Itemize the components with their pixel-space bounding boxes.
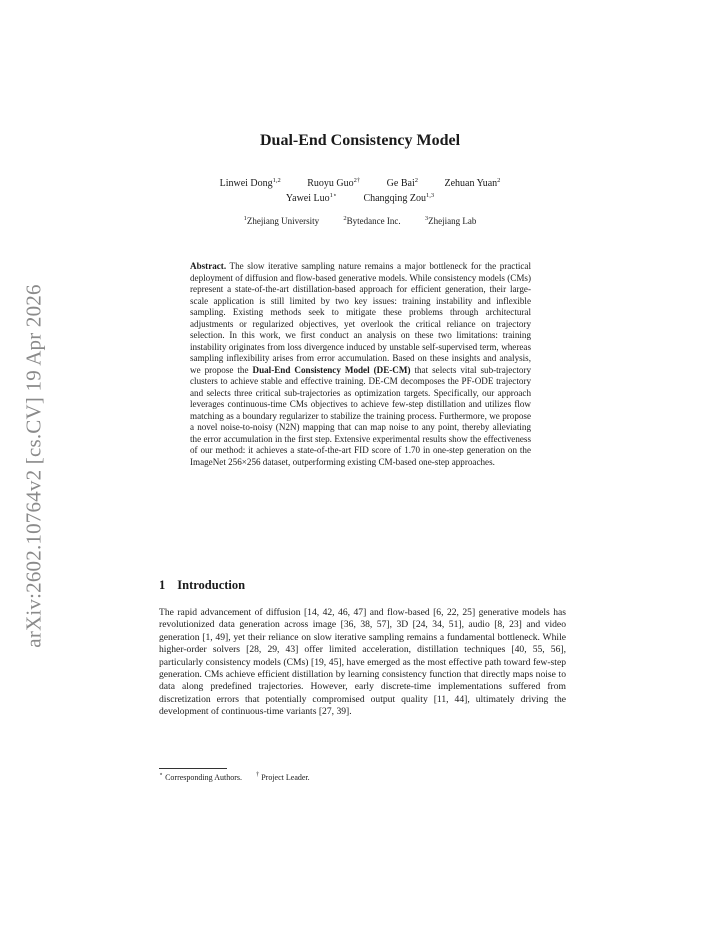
introduction-paragraph: The rapid advancement of diffusion [14, 42, 46, 47] and flow-based [6, 22, 25] generative models has revolutionized data generation across image [36, 38, 57], 3D [24, 34, 51], audio [8, 23] and video generation [1, 49], yet their reliance on slow iterative sampling remains a fundamental bottleneck. While higher-order solvers [28, 29, 43] offer limited acceleration, distillation techniques [40, 55, 56], particularly consistency models (CMs) [19, 45], have emerged as the most effective path toward few-step generation. CMs achieve efficient distillation by learning consistency function that directly maps noise to data along predefined trajectories. However, early discrete-time implementations suffered from discretization errors that potentially compromised output quality [11, 44], ultimately driving the development of continuous-time variants [27, 39]. xyxy=(159,607,566,718)
abstract-label: Abstract. xyxy=(190,261,227,271)
author: Ge Bai$^2$ xyxy=(386,177,418,189)
footnote-mark: † xyxy=(255,771,260,778)
abstract-text: that selects vital sub-trajectory clusters to achieve stable and effective training. DE-CM decomposes the PF-ODE trajectory and selects three critical sub-trajectories as optimization targets. Specifically, our approach leverages continuous-time CMs objectives to achieve few-step distillation and utilizes flow matching as a boundary regularizer to stabilize the training process. Furthermore, we propose a novel noise-to-noisy (N2N) mapping that can map noise to any point, thereby alleviating the error accumulation in the first step. Extensive experimental results show the effectiveness of our method: it achieves a state-of-the-art FID score of 1.70 in one-step generation on the ImageNet 256×256 dataset, outperforming existing CM-based one-step approaches. xyxy=(190,364,531,467)
footnote xyxy=(159,773,310,782)
footnote-text: Corresponding Authors. xyxy=(165,773,242,782)
author: Yawei Luo$^{1⋆}$ xyxy=(285,192,337,204)
arxiv-identifier-text: arXiv:2602.10764v2 [cs.CV] 19 Apr 2026 xyxy=(21,284,46,648)
author-row xyxy=(0,191,720,206)
section-heading xyxy=(159,578,245,593)
author: Changqing Zou$^{1,3}$ xyxy=(363,192,435,204)
footnote-mark: ⋆ xyxy=(159,771,164,778)
footnote-text: Project Leader. xyxy=(261,773,310,782)
section-number: 1 xyxy=(159,578,166,592)
abstract-text: The slow iterative sampling nature remains a major bottleneck for the practical deployment of diffusion and flow-based generative models. While consistency models (CMs) represent a state-of-the-art distillation-based approach for efficient generation, their large-scale application is still limited by two key issues: training instability and inflexible sampling. Existing methods seek to mitigate these problems through architectural adjustments or regularized objectives, yet overlook the critical reliance on trajectory selection. In this work, we first conduct an analysis on these two limitations: training instability originates from loss divergence induced by unstable self-supervised term, whereas sampling inflexibility arises from error accumulation. Based on these insights and analysis, we propose the xyxy=(190,261,531,375)
abstract xyxy=(190,261,531,468)
paper-title: Dual-End Consistency Model xyxy=(259,132,461,149)
author: Linwei Dong$^{1,2}$ xyxy=(219,177,281,189)
method-name: Dual-End Consistency Model (DE-CM) xyxy=(252,364,411,375)
arxiv-identifier xyxy=(14,256,54,676)
author-list xyxy=(0,176,720,206)
affiliation: $^1$Zhejiang University xyxy=(243,215,320,226)
affiliation-list xyxy=(0,216,720,226)
affiliation: $^2$Bytedance Inc. xyxy=(343,215,401,226)
affiliation: $^3$Zhejiang Lab xyxy=(424,215,477,226)
author-row xyxy=(0,176,720,191)
footnote-rule xyxy=(159,768,227,769)
author: Zehuan Yuan$^2$ xyxy=(444,177,501,189)
author: Ruoyu Guo$^{2\dagger}$ xyxy=(307,177,361,189)
section-title: Introduction xyxy=(177,578,246,592)
